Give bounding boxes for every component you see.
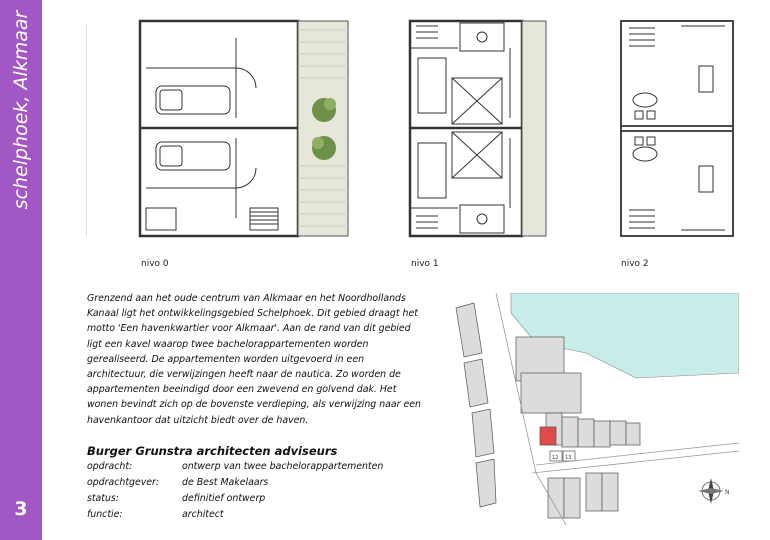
floor-plan-level-2 bbox=[615, 18, 740, 238]
project-details bbox=[87, 461, 383, 525]
plot-label: 13 bbox=[565, 455, 572, 461]
detail-key: status: bbox=[87, 493, 119, 504]
project-description: Grenzend aan het oude centrum van Alkmaar en het Noordhollands Kanaal ligt het ontwikkelingsgebied Schelphoek. Dit gebied draagt het motto 'Een havenkwartier voor Alkmaar'. Aan de rand van dit gebied ligt een kavel waarop twee bachelorappartementen worden gerealiseerd. De appartementen worden uitgevoerd in een architectuur, die verwijzingen heeft naar de nautica. Zo worden de appartementen beeindigd door een zwevend en golvend dak. Het wonen bevindt zich op de bovenste verdieping, als verwijzing naar een havenkantoor dat uitzicht biedt over de haven. bbox=[87, 293, 421, 426]
site-map bbox=[436, 293, 739, 525]
detail-row bbox=[87, 461, 383, 477]
detail-value: de Best Makelaars bbox=[182, 477, 269, 488]
detail-value: architect bbox=[182, 509, 224, 520]
level-0-label: nivo 0 bbox=[141, 259, 169, 269]
detail-value: ontwerp van twee bachelorappartementen bbox=[182, 461, 384, 472]
floor-plan-level-1 bbox=[398, 18, 548, 238]
level-2-label: nivo 2 bbox=[621, 259, 649, 269]
detail-row bbox=[87, 509, 383, 525]
north-label: N bbox=[725, 489, 730, 496]
level-1-label: nivo 1 bbox=[411, 259, 439, 269]
detail-key: opdrachtgever: bbox=[87, 477, 160, 488]
detail-value: definitief ontwerp bbox=[182, 493, 266, 504]
detail-key: functie: bbox=[87, 509, 123, 520]
plot-label: 12 bbox=[552, 455, 559, 461]
firm-name: Burger Grunstra architecten adviseurs bbox=[87, 444, 338, 458]
detail-key: opdracht: bbox=[87, 461, 133, 472]
sidebar bbox=[0, 0, 42, 540]
project-title: schelphoek, Alkmaar bbox=[10, 10, 32, 210]
page-number: 3 bbox=[14, 498, 28, 520]
detail-row bbox=[87, 477, 383, 493]
detail-row bbox=[87, 493, 383, 509]
floor-plan-level-0 bbox=[86, 18, 351, 238]
